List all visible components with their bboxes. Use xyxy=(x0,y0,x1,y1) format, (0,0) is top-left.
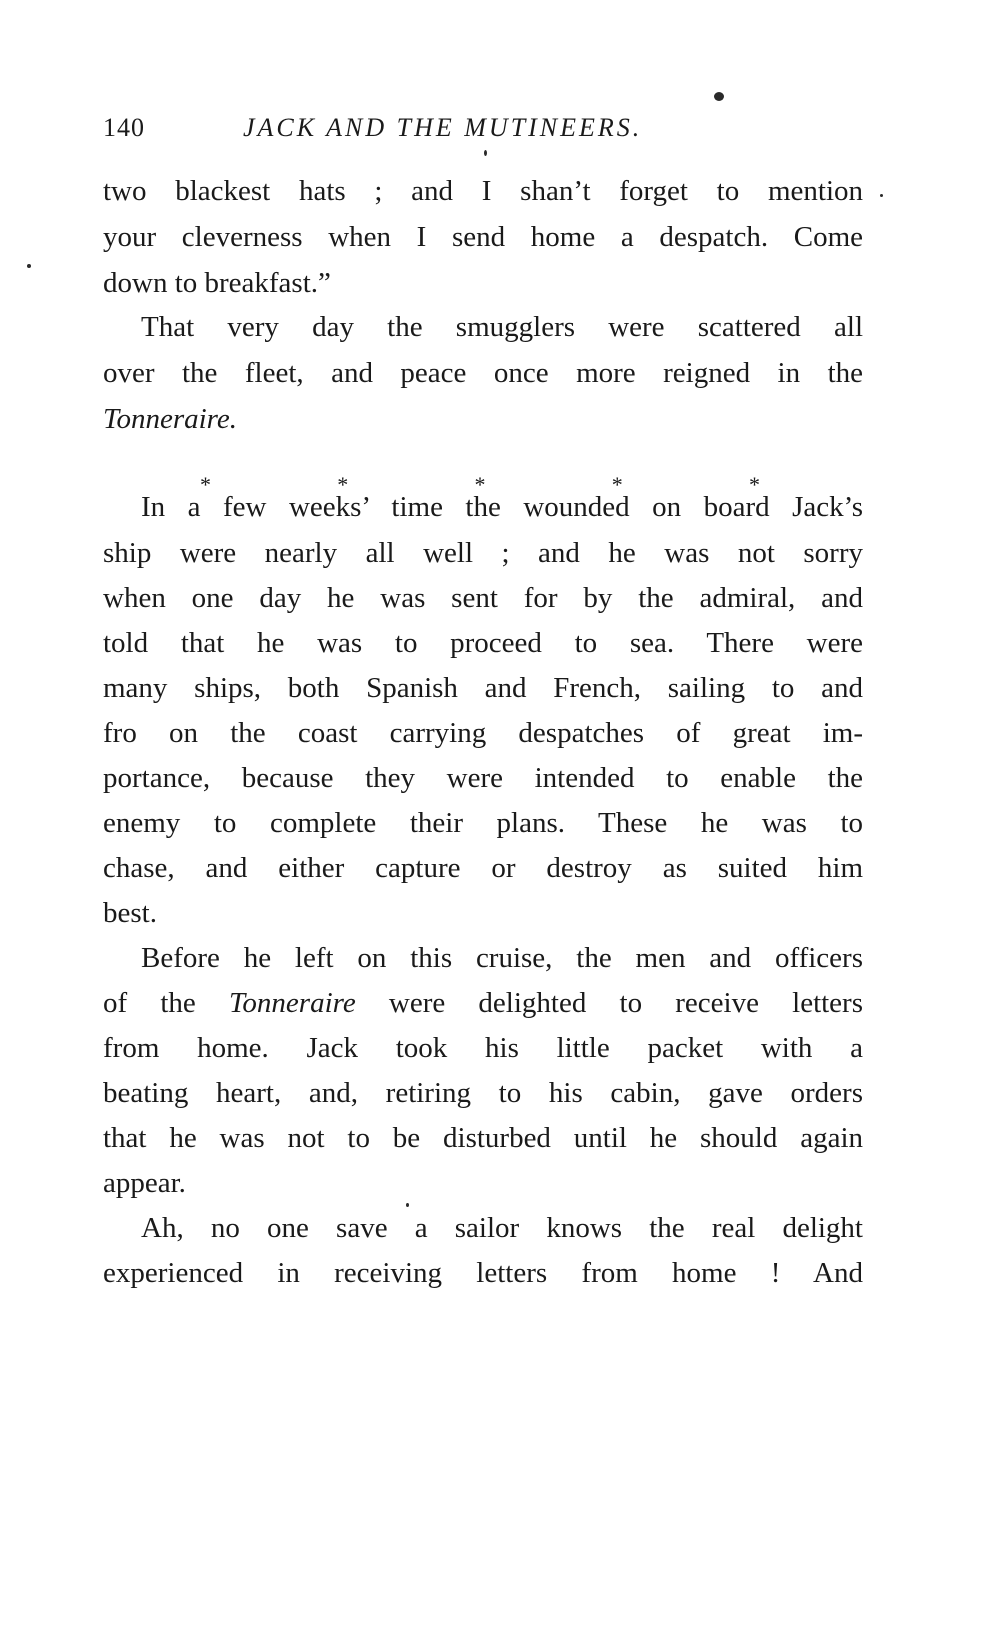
text-line: over the fleet, and peace once more reigned in the xyxy=(103,357,863,389)
text-line: beating heart, and, retiring to his cabin, gave orders xyxy=(103,1077,863,1109)
text-line: your cleverness when I send home a despatch. Come xyxy=(103,221,863,253)
text-line: Before he left on this cruise, the men and officers xyxy=(141,942,863,974)
text-run: of the xyxy=(103,987,229,1019)
text-line: experienced in receiving letters from home ! And xyxy=(103,1257,863,1289)
text-line: many ships, both Spanish and French, sailing to and xyxy=(103,672,863,704)
text-line: enemy to complete their plans. These he was to xyxy=(103,807,863,839)
page-number: 140 xyxy=(103,113,145,142)
text-line: chase, and either capture or destroy as suited him xyxy=(103,852,863,884)
page-header xyxy=(103,108,843,148)
asterisk: * xyxy=(474,472,486,497)
text-line: two blackest hats ; and I shan’t forget to mention xyxy=(103,175,863,207)
text-line: Ah, no one save a sailor knows the real delight xyxy=(141,1212,863,1244)
text-line: when one day he was sent for by the admiral, and xyxy=(103,582,863,614)
text-line: fro on the coast carrying despatches of great im- xyxy=(103,717,863,749)
asterisk: * xyxy=(749,472,760,497)
text-run: were delighted to receive letters xyxy=(355,987,863,1019)
asterisk: * xyxy=(200,472,211,497)
text-line xyxy=(103,980,863,1026)
text-line: ship were nearly all well ; and he was not sorry xyxy=(103,537,863,569)
text-line: that he was not to be disturbed until he should again xyxy=(103,1122,863,1154)
text-line: told that he was to proceed to sea. There were xyxy=(103,627,863,659)
asterisk: * xyxy=(611,472,623,497)
text-line: appear. xyxy=(103,1167,186,1199)
ship-name: Tonneraire xyxy=(228,987,356,1019)
ink-speck xyxy=(714,92,724,101)
ship-name: Tonneraire. xyxy=(103,403,238,435)
ink-speck xyxy=(406,1203,409,1207)
running-head: JACK AND THE MUTINEERS. xyxy=(243,113,643,142)
asterisk: * xyxy=(337,472,349,497)
ink-speck xyxy=(880,194,883,197)
ink-speck xyxy=(27,264,31,268)
text-line: down to breakfast.” xyxy=(103,267,331,299)
text-line: That very day the smugglers were scattered all xyxy=(141,311,863,343)
text-line: In a few weeks’ time the wounded on board Jack’s xyxy=(141,491,863,523)
ink-speck xyxy=(484,150,487,156)
text-line: portance, because they were intended to enable the xyxy=(103,762,863,794)
text-line: best. xyxy=(103,897,157,929)
text-line: from home. Jack took his little packet with a xyxy=(103,1032,863,1064)
